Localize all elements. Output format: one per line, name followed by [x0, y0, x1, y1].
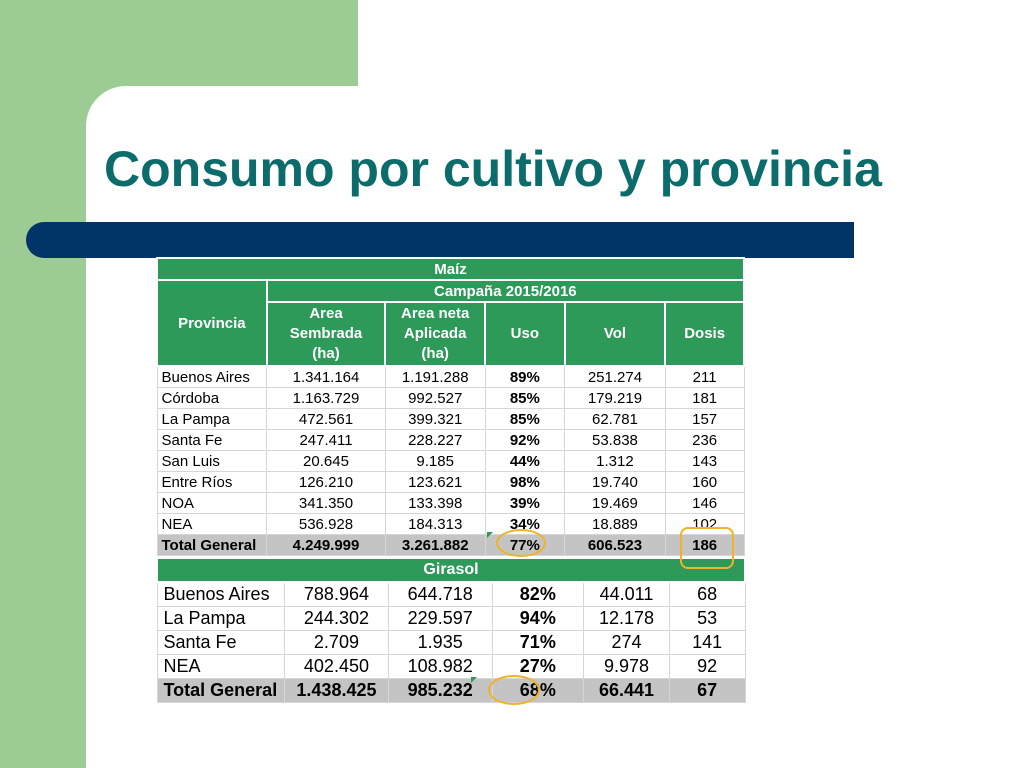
maiz-table-body [157, 366, 744, 535]
maiz-cell-uso: 34% [485, 514, 565, 535]
maiz-cell-area-sembrada: 1.163.729 [267, 388, 386, 409]
maiz-cell-area-neta: 228.227 [385, 430, 485, 451]
maiz-cell-dosis: 236 [665, 430, 744, 451]
maiz-cell-area-neta: 123.621 [385, 472, 485, 493]
maiz-total-row [157, 535, 744, 556]
girasol-total-uso: 68% [492, 679, 584, 703]
highlight-box-maiz-dosis [680, 527, 734, 569]
maiz-cell-provincia: Córdoba [157, 388, 267, 409]
table-row [157, 430, 744, 451]
table-row [157, 388, 744, 409]
maiz-cell-vol: 18.889 [565, 514, 666, 535]
maiz-cell-uso: 39% [485, 493, 565, 514]
girasol-crop-header: Girasol [157, 558, 745, 582]
maiz-cell-vol: 251.274 [565, 366, 666, 388]
girasol-cell-vol: 274 [584, 631, 670, 655]
maiz-total-area-sembrada: 4.249.999 [267, 535, 386, 556]
maiz-cell-uso: 92% [485, 430, 565, 451]
girasol-cell-uso: 82% [492, 582, 584, 607]
maiz-cell-area-sembrada: 126.210 [267, 472, 386, 493]
maiz-cell-provincia: San Luis [157, 451, 267, 472]
table-row [157, 631, 745, 655]
girasol-total-area-sembrada: 1.438.425 [285, 679, 389, 703]
girasol-total-row [157, 679, 745, 703]
maiz-cell-area-sembrada: 247.411 [267, 430, 386, 451]
header-area-sembrada-line-1: Area [309, 305, 343, 322]
girasol-cell-provincia: NEA [157, 655, 285, 679]
maiz-cell-uso: 89% [485, 366, 565, 388]
cell-comment-marker [471, 677, 477, 683]
maiz-cell-dosis: 157 [665, 409, 744, 430]
maiz-cell-uso: 85% [485, 409, 565, 430]
header-area-sembrada-line-3: (ha) [312, 345, 340, 362]
maiz-total-uso: 77% [485, 535, 565, 556]
maiz-cell-area-sembrada: 1.341.164 [267, 366, 386, 388]
maiz-cell-dosis: 211 [665, 366, 744, 388]
maiz-cell-area-sembrada: 536.928 [267, 514, 386, 535]
maiz-cell-provincia: La Pampa [157, 409, 267, 430]
girasol-cell-uso: 94% [492, 607, 584, 631]
girasol-total-area-neta: 985.232 [388, 679, 492, 703]
header-area-neta-line-1: Area neta [400, 305, 470, 322]
maiz-cell-dosis: 102 [665, 514, 744, 535]
highlight-oval-maiz-uso [496, 529, 546, 557]
title-underline-bar [26, 222, 854, 258]
table-row [157, 607, 745, 631]
header-area-sembrada [267, 302, 386, 366]
maiz-crop-header: Maíz [157, 258, 744, 280]
girasol-total-dosis: 67 [669, 679, 745, 703]
girasol-total-label: Total General [157, 679, 285, 703]
table-row [157, 582, 745, 607]
header-area-neta [385, 302, 485, 366]
girasol-cell-area-sembrada: 402.450 [285, 655, 389, 679]
maiz-cell-area-sembrada: 472.561 [267, 409, 386, 430]
table-row [157, 451, 744, 472]
table-row [157, 514, 744, 535]
girasol-cell-area-neta: 1.935 [388, 631, 492, 655]
header-area-sembrada-line-2: Sembrada [289, 325, 363, 342]
header-area-neta-line-2: Aplicada [403, 325, 467, 342]
maiz-total-vol: 606.523 [565, 535, 666, 556]
girasol-cell-provincia: Buenos Aires [157, 582, 285, 607]
girasol-cell-vol: 9.978 [584, 655, 670, 679]
maiz-cell-provincia: Santa Fe [157, 430, 267, 451]
girasol-cell-vol: 12.178 [584, 607, 670, 631]
girasol-cell-area-neta: 644.718 [388, 582, 492, 607]
maiz-cell-dosis: 143 [665, 451, 744, 472]
table-row [157, 409, 744, 430]
maiz-cell-dosis: 146 [665, 493, 744, 514]
table-row [157, 493, 744, 514]
maiz-total-area-neta: 3.261.882 [385, 535, 485, 556]
header-uso: Uso [485, 302, 565, 366]
maiz-cell-area-neta: 133.398 [385, 493, 485, 514]
maiz-total-label: Total General [157, 535, 267, 556]
girasol-cell-area-neta: 229.597 [388, 607, 492, 631]
maiz-cell-vol: 19.740 [565, 472, 666, 493]
girasol-table [156, 557, 746, 703]
maiz-cell-area-neta: 1.191.288 [385, 366, 485, 388]
girasol-cell-area-sembrada: 2.709 [285, 631, 389, 655]
girasol-cell-provincia: Santa Fe [157, 631, 285, 655]
header-dosis: Dosis [665, 302, 744, 366]
campaign-header: Campaña 2015/2016 [267, 280, 744, 302]
girasol-cell-dosis: 68 [669, 582, 745, 607]
girasol-cell-uso: 71% [492, 631, 584, 655]
maiz-cell-dosis: 160 [665, 472, 744, 493]
maiz-cell-area-sembrada: 20.645 [267, 451, 386, 472]
girasol-cell-dosis: 92 [669, 655, 745, 679]
girasol-cell-vol: 44.011 [584, 582, 670, 607]
girasol-total-vol: 66.441 [584, 679, 670, 703]
maiz-cell-provincia: Entre Ríos [157, 472, 267, 493]
table-row [157, 366, 744, 388]
girasol-cell-dosis: 141 [669, 631, 745, 655]
maiz-cell-area-neta: 9.185 [385, 451, 485, 472]
header-provincia: Provincia [157, 280, 267, 366]
maiz-cell-vol: 19.469 [565, 493, 666, 514]
maiz-cell-uso: 44% [485, 451, 565, 472]
maiz-cell-area-neta: 992.527 [385, 388, 485, 409]
girasol-cell-provincia: La Pampa [157, 607, 285, 631]
highlight-oval-girasol-uso [488, 675, 540, 705]
table-row [157, 472, 744, 493]
maiz-cell-area-neta: 184.313 [385, 514, 485, 535]
maiz-cell-uso: 98% [485, 472, 565, 493]
girasol-cell-dosis: 53 [669, 607, 745, 631]
maiz-cell-area-sembrada: 341.350 [267, 493, 386, 514]
maiz-cell-provincia: NOA [157, 493, 267, 514]
maiz-cell-vol: 179.219 [565, 388, 666, 409]
maiz-cell-vol: 1.312 [565, 451, 666, 472]
maiz-table [156, 257, 745, 556]
cell-comment-marker [487, 532, 493, 538]
table-row [157, 655, 745, 679]
maiz-cell-provincia: Buenos Aires [157, 366, 267, 388]
girasol-table-body [157, 582, 745, 679]
slide-title: Consumo por cultivo y provincia [104, 141, 882, 197]
maiz-cell-provincia: NEA [157, 514, 267, 535]
girasol-cell-uso: 27% [492, 655, 584, 679]
maiz-cell-uso: 85% [485, 388, 565, 409]
header-area-neta-line-3: (ha) [421, 345, 449, 362]
maiz-cell-vol: 53.838 [565, 430, 666, 451]
maiz-cell-vol: 62.781 [565, 409, 666, 430]
header-vol: Vol [565, 302, 666, 366]
girasol-cell-area-neta: 108.982 [388, 655, 492, 679]
girasol-cell-area-sembrada: 788.964 [285, 582, 389, 607]
maiz-cell-dosis: 181 [665, 388, 744, 409]
maiz-cell-area-neta: 399.321 [385, 409, 485, 430]
girasol-cell-area-sembrada: 244.302 [285, 607, 389, 631]
maiz-total-dosis: 186 [665, 535, 744, 556]
